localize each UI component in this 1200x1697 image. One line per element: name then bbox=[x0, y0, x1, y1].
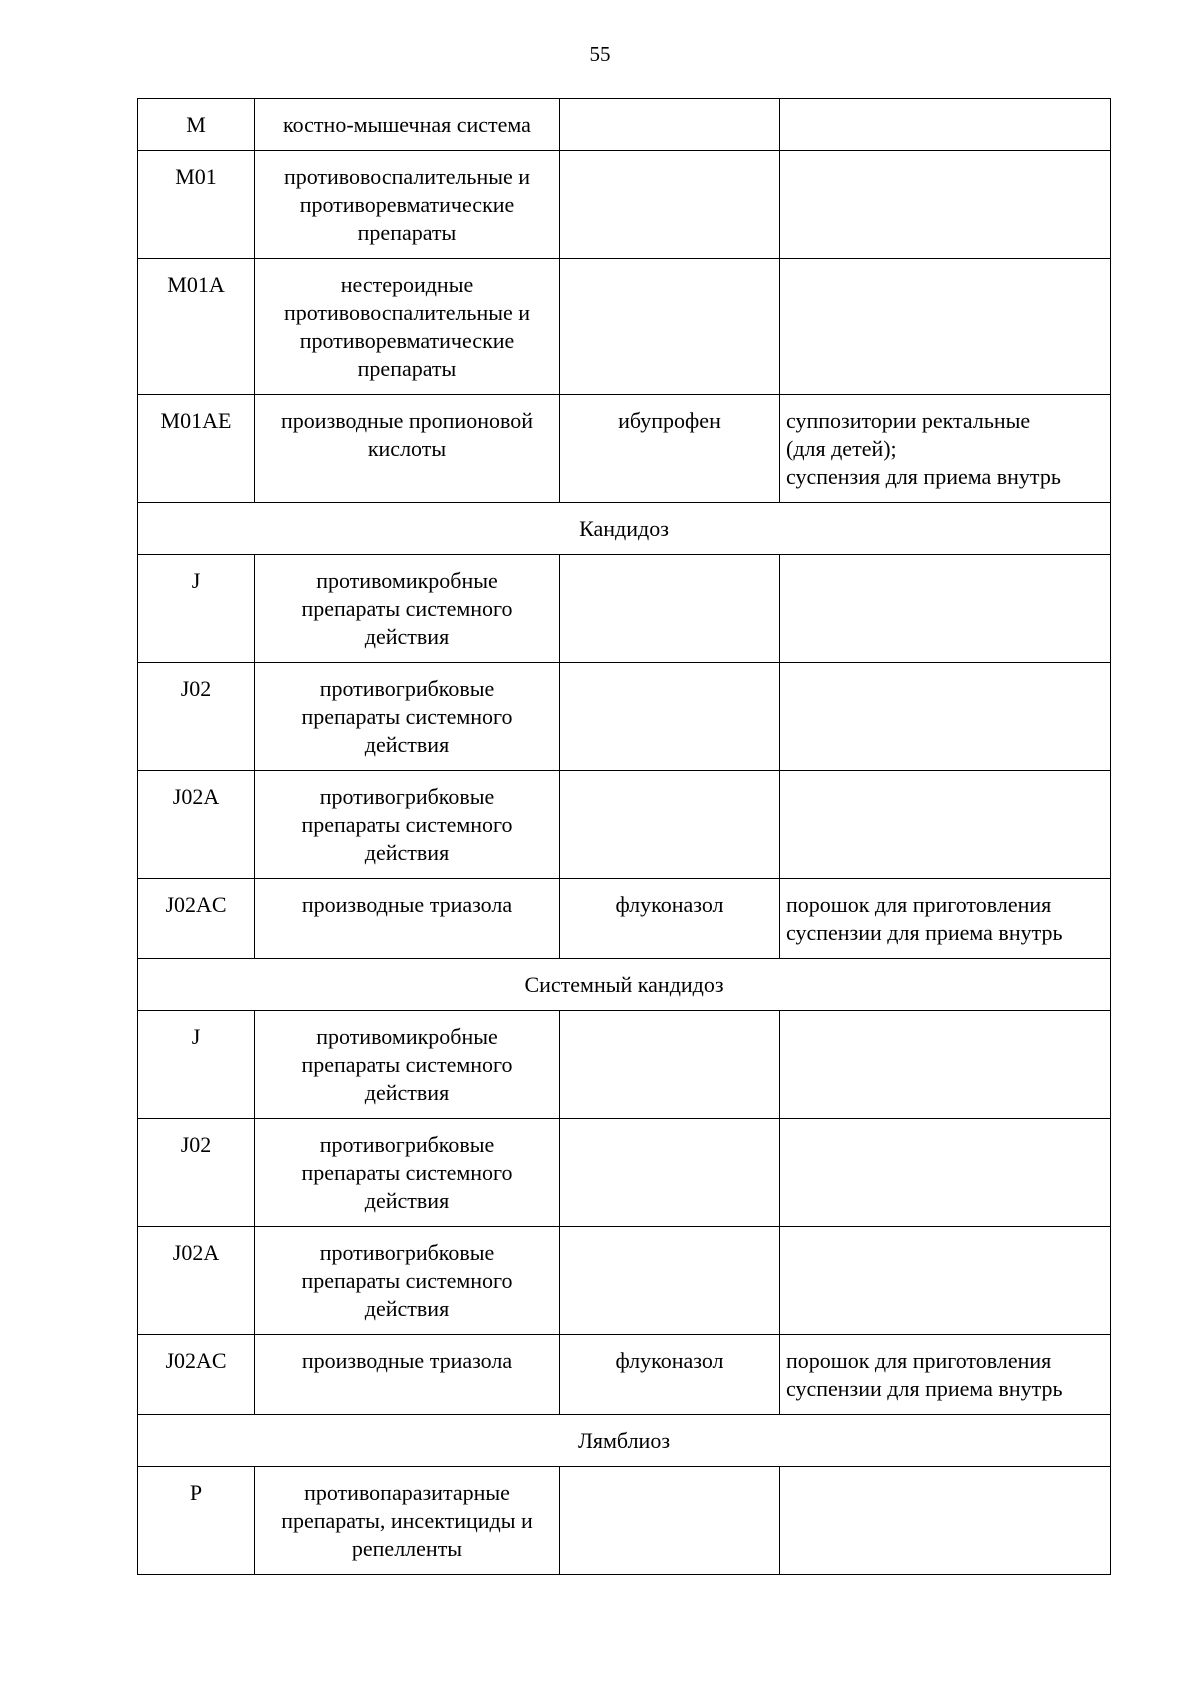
group-line: противогрибковые bbox=[319, 1240, 495, 1265]
atc-code-cell: J bbox=[138, 555, 255, 663]
group-line: производные пропионовой bbox=[281, 408, 533, 433]
group-line: костно-мышечная система bbox=[283, 112, 531, 137]
drug-cell bbox=[560, 1119, 780, 1227]
table-row bbox=[138, 151, 1111, 259]
section-title: Кандидоз bbox=[138, 503, 1111, 555]
table-row bbox=[138, 879, 1111, 959]
atc-code-cell: J02AC bbox=[138, 1335, 255, 1415]
table-body bbox=[138, 99, 1111, 1575]
dosage-form-cell bbox=[780, 555, 1111, 663]
group-cell bbox=[255, 99, 560, 151]
group-line: репелленты bbox=[351, 1536, 463, 1561]
table-row bbox=[138, 395, 1111, 503]
drug-cell bbox=[560, 1227, 780, 1335]
group-line: противовоспалительные и bbox=[283, 300, 531, 325]
section-row bbox=[138, 959, 1111, 1011]
dosage-form-cell bbox=[780, 395, 1111, 503]
drug-cell: флуконазол bbox=[560, 1335, 780, 1415]
group-cell bbox=[255, 395, 560, 503]
atc-code-cell: J02AC bbox=[138, 879, 255, 959]
table-row bbox=[138, 1119, 1111, 1227]
atc-code-cell: M01AE bbox=[138, 395, 255, 503]
dosage-form-cell bbox=[780, 663, 1111, 771]
group-line: нестероидные bbox=[340, 272, 474, 297]
group-line: кислоты bbox=[367, 436, 447, 461]
group-cell bbox=[255, 663, 560, 771]
group-cell bbox=[255, 879, 560, 959]
drug-table bbox=[137, 98, 1111, 1575]
atc-code-cell: M bbox=[138, 99, 255, 151]
group-line: действия bbox=[364, 1188, 450, 1213]
drug-cell bbox=[560, 259, 780, 395]
atc-code-cell: P bbox=[138, 1467, 255, 1575]
group-line: препараты bbox=[357, 356, 457, 381]
drug-cell bbox=[560, 555, 780, 663]
table-row bbox=[138, 1467, 1111, 1575]
group-line: действия bbox=[364, 732, 450, 757]
dosage-form-line: суспензии для приема внутрь bbox=[786, 1376, 1063, 1401]
group-line: препараты системного bbox=[301, 1268, 513, 1293]
drug-cell bbox=[560, 1467, 780, 1575]
group-line: действия bbox=[364, 1080, 450, 1105]
dosage-form-cell bbox=[780, 151, 1111, 259]
group-line: препараты системного bbox=[301, 812, 513, 837]
dosage-form-cell bbox=[780, 1227, 1111, 1335]
table-row bbox=[138, 99, 1111, 151]
section-title: Лямблиоз bbox=[138, 1415, 1111, 1467]
atc-code-cell: J02 bbox=[138, 1119, 255, 1227]
table-row bbox=[138, 1011, 1111, 1119]
dosage-form-cell bbox=[780, 1011, 1111, 1119]
dosage-form-cell bbox=[780, 879, 1111, 959]
dosage-form-line: (для детей); bbox=[786, 436, 897, 461]
dosage-form-line: порошок для приготовления bbox=[786, 892, 1052, 917]
group-line: действия bbox=[364, 1296, 450, 1321]
atc-code-cell: J bbox=[138, 1011, 255, 1119]
table-row bbox=[138, 663, 1111, 771]
drug-cell: флуконазол bbox=[560, 879, 780, 959]
group-cell bbox=[255, 259, 560, 395]
dosage-form-line: суспензия для приема внутрь bbox=[786, 464, 1061, 489]
table-row bbox=[138, 555, 1111, 663]
group-line: противогрибковые bbox=[319, 676, 495, 701]
group-cell bbox=[255, 1227, 560, 1335]
drug-cell bbox=[560, 99, 780, 151]
table-row bbox=[138, 1227, 1111, 1335]
atc-code-cell: J02 bbox=[138, 663, 255, 771]
drug-cell bbox=[560, 151, 780, 259]
table-row bbox=[138, 259, 1111, 395]
group-cell bbox=[255, 1335, 560, 1415]
group-line: действия bbox=[364, 840, 450, 865]
group-line: противогрибковые bbox=[319, 784, 495, 809]
dosage-form-cell bbox=[780, 1335, 1111, 1415]
group-line: производные триазола bbox=[301, 1348, 513, 1373]
section-row bbox=[138, 1415, 1111, 1467]
group-line: противомикробные bbox=[316, 1024, 498, 1049]
group-line: препараты системного bbox=[301, 704, 513, 729]
section-title: Системный кандидоз bbox=[138, 959, 1111, 1011]
atc-code-cell: M01A bbox=[138, 259, 255, 395]
atc-code-cell: J02A bbox=[138, 771, 255, 879]
group-line: противоревматические bbox=[299, 192, 515, 217]
atc-code-cell: J02A bbox=[138, 1227, 255, 1335]
group-line: производные триазола bbox=[301, 892, 513, 917]
group-line: препараты системного bbox=[301, 1052, 513, 1077]
drug-cell bbox=[560, 1011, 780, 1119]
dosage-form-line: порошок для приготовления bbox=[786, 1348, 1052, 1373]
page-number: 55 bbox=[589, 42, 611, 66]
group-cell bbox=[255, 771, 560, 879]
drug-cell: ибупрофен bbox=[560, 395, 780, 503]
group-line: противоревматические bbox=[299, 328, 515, 353]
group-cell bbox=[255, 1119, 560, 1227]
group-line: противопаразитарные bbox=[304, 1480, 510, 1505]
table-row bbox=[138, 771, 1111, 879]
group-line: действия bbox=[364, 624, 450, 649]
section-row bbox=[138, 503, 1111, 555]
group-cell bbox=[255, 151, 560, 259]
group-cell bbox=[255, 1011, 560, 1119]
dosage-form-cell bbox=[780, 771, 1111, 879]
dosage-form-line: суппозитории ректальные bbox=[786, 408, 1031, 433]
group-cell bbox=[255, 1467, 560, 1575]
dosage-form-cell bbox=[780, 259, 1111, 395]
drug-cell bbox=[560, 663, 780, 771]
dosage-form-cell bbox=[780, 1119, 1111, 1227]
group-line: препараты, инсектициды и bbox=[281, 1508, 533, 1533]
group-line: противовоспалительные и bbox=[283, 164, 531, 189]
atc-code-cell: M01 bbox=[138, 151, 255, 259]
group-line: препараты bbox=[357, 220, 457, 245]
drug-cell bbox=[560, 771, 780, 879]
group-line: препараты системного bbox=[301, 1160, 513, 1185]
group-line: противомикробные bbox=[316, 568, 498, 593]
group-line: препараты системного bbox=[301, 596, 513, 621]
table-row bbox=[138, 1335, 1111, 1415]
group-line: противогрибковые bbox=[319, 1132, 495, 1157]
dosage-form-line: суспензии для приема внутрь bbox=[786, 920, 1063, 945]
dosage-form-cell bbox=[780, 1467, 1111, 1575]
dosage-form-cell bbox=[780, 99, 1111, 151]
group-cell bbox=[255, 555, 560, 663]
